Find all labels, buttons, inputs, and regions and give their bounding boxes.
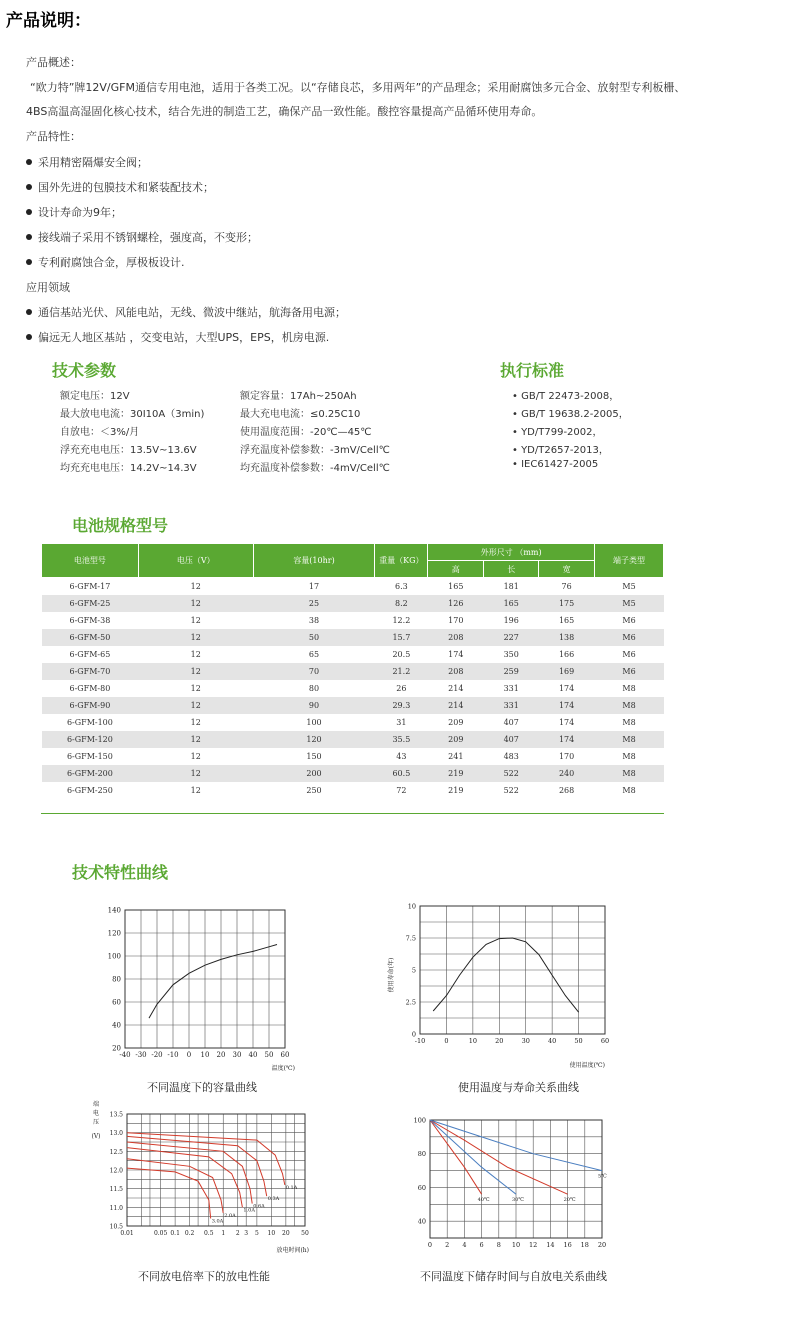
table-cell: 12 [138, 595, 253, 612]
x-tick-label: 2 [235, 1230, 240, 1237]
feature-item: 国外先进的包膜技术和紧装配技术； [26, 179, 214, 195]
x-tick-label: 60 [280, 1051, 290, 1059]
table-cell: 331 [484, 680, 539, 697]
x-tick-label: 0.5 [203, 1230, 214, 1237]
table-cell: 6-GFM-38 [42, 612, 139, 629]
table-cell: 25 [253, 595, 375, 612]
x-tick-label: -40 [119, 1051, 131, 1059]
table-cell: 6-GFM-150 [42, 748, 139, 765]
table-cell: 38 [253, 612, 375, 629]
header-terminal: 端子类型 [595, 544, 664, 578]
series-label: 20℃ [563, 1197, 576, 1204]
table-cell: 250 [253, 782, 375, 799]
header-dims: 外形尺寸 （mm) [428, 544, 595, 561]
discharge-rate-chart [85, 1096, 320, 1261]
y-tick-label: 13.0 [109, 1130, 123, 1138]
x-tick-label: 12 [529, 1241, 538, 1249]
table-cell: 181 [484, 578, 539, 596]
table-cell: 120 [253, 731, 375, 748]
y-tick-label: 40 [112, 1021, 121, 1030]
y-tick-label: 140 [107, 906, 121, 915]
x-tick-label: 16 [563, 1241, 572, 1249]
table-cell: 483 [484, 748, 539, 765]
table-cell: 350 [484, 646, 539, 663]
bullet-dot-icon [26, 234, 32, 240]
y-tick-label: 11.5 [109, 1186, 123, 1194]
table-cell: 60.5 [375, 765, 428, 782]
x-tick-label: 5 [254, 1230, 259, 1237]
table-row [42, 714, 664, 731]
tech-param-right: 均充温度补偿参数：-4mV/Cell℃ [240, 463, 390, 474]
series-line [430, 1120, 482, 1194]
spec-table [41, 543, 664, 799]
self-discharge-chart [405, 1110, 620, 1258]
bullet-dot-icon [26, 184, 32, 190]
x-tick-label: 30 [232, 1051, 242, 1059]
y-tick-label: 2.5 [405, 998, 416, 1007]
tech-param-right: 额定容量：17Ah~250Ah [240, 391, 357, 402]
series-label: 30℃ [512, 1197, 524, 1204]
x-tick-label: 10 [200, 1051, 210, 1059]
x-tick-label: -20 [151, 1051, 163, 1059]
table-cell: 169 [539, 663, 595, 680]
x-tick-label: 20 [597, 1241, 607, 1249]
page-title: 产品说明： [6, 11, 91, 31]
table-cell: 6-GFM-25 [42, 595, 139, 612]
y-tick-label: 100 [107, 952, 121, 961]
bullet-dot-icon [26, 209, 32, 215]
table-cell: 165 [484, 595, 539, 612]
x-tick-label: 2 [445, 1241, 450, 1249]
table-row [42, 595, 664, 612]
x-tick-label: 50 [264, 1051, 274, 1059]
y-tick-label: 80 [417, 1150, 426, 1159]
table-cell: 331 [484, 697, 539, 714]
x-tick-label: 0 [444, 1037, 449, 1045]
table-cell: 174 [428, 646, 484, 663]
table-cell: 165 [539, 612, 595, 629]
table-cell: 12 [138, 612, 253, 629]
table-cell: 175 [539, 595, 595, 612]
header-length: 长 [484, 561, 539, 578]
table-cell: M6 [595, 646, 664, 663]
feature-item: 接线端子采用不锈钢螺栓，强度高，不变形； [26, 229, 258, 245]
table-cell: M6 [595, 663, 664, 680]
y-tick-label: 13.5 [109, 1111, 123, 1119]
y-tick-label: 0 [411, 1030, 416, 1039]
header-weight: 重量（KG） [375, 544, 428, 578]
x-tick-label: 0 [427, 1241, 433, 1249]
table-cell: M8 [595, 731, 664, 748]
series-line [127, 1133, 285, 1185]
y-axis-label: 电 [92, 1110, 100, 1117]
header-model: 电池型号 [42, 544, 139, 578]
x-axis-label: 使用温度(℃) [569, 1062, 605, 1069]
application-item: 偏远无人地区基站 ，交变电站，大型UPS，EPS，机房电源. [26, 329, 329, 345]
table-cell: 174 [539, 680, 595, 697]
table-cell: 241 [428, 748, 484, 765]
table-cell: 522 [484, 782, 539, 799]
x-tick-label: 0 [186, 1051, 192, 1059]
header-height: 高 [428, 561, 484, 578]
chart-caption-4: 不同温度下储存时间与自放电关系曲线 [420, 1270, 607, 1283]
table-row [42, 697, 664, 714]
bullet-dot-icon [26, 259, 32, 265]
table-cell: 29.3 [375, 697, 428, 714]
table-cell: 170 [428, 612, 484, 629]
table-cell: 12 [138, 782, 253, 799]
table-cell: 166 [539, 646, 595, 663]
table-cell: 6.3 [375, 578, 428, 596]
x-tick-label: 60 [600, 1037, 610, 1045]
header-capacity: 容量(10hr) [253, 544, 375, 578]
table-cell: 72 [375, 782, 428, 799]
y-tick-label: 60 [417, 1183, 426, 1192]
table-cell: 407 [484, 731, 539, 748]
x-tick-label: 1 [221, 1230, 226, 1237]
x-tick-label: 8 [496, 1241, 501, 1249]
table-cell: 12 [138, 697, 253, 714]
overview-label: 产品概述： [26, 56, 81, 69]
table-cell: 31 [375, 714, 428, 731]
table-cell: 6-GFM-200 [42, 765, 139, 782]
x-tick-label: 0.2 [184, 1230, 195, 1237]
table-cell: 126 [428, 595, 484, 612]
tech-param-left: 最大放电电流：30I10A（3min) [60, 409, 205, 420]
table-cell: 208 [428, 663, 484, 680]
tech-param-right: 浮充温度补偿参数：-3mV/Cell℃ [240, 445, 390, 456]
tech-param-left: 均充充电电压：14.2V~14.3V [60, 463, 197, 474]
table-cell: 21.2 [375, 663, 428, 680]
table-cell: 6-GFM-50 [42, 629, 139, 646]
table-cell: M5 [595, 578, 664, 596]
table-cell: 12 [138, 629, 253, 646]
table-cell: 522 [484, 765, 539, 782]
table-cell: 26 [375, 680, 428, 697]
table-cell: 6-GFM-70 [42, 663, 139, 680]
table-cell: 70 [253, 663, 375, 680]
table-cell: 6-GFM-100 [42, 714, 139, 731]
series-label: 2.0A [224, 1212, 236, 1219]
x-tick-label: 10 [511, 1241, 521, 1249]
y-tick-label: 10.5 [109, 1223, 123, 1231]
x-tick-label: 30 [521, 1037, 530, 1045]
table-cell: 12 [138, 714, 253, 731]
standard-item: • YD/T2657-2013， [512, 445, 609, 456]
table-cell: 12 [138, 731, 253, 748]
table-cell: 209 [428, 731, 484, 748]
bullet-dot-icon [26, 159, 32, 165]
series-label: 1.0A [243, 1207, 255, 1214]
table-row [42, 629, 664, 646]
table-cell: M6 [595, 612, 664, 629]
table-cell: 214 [428, 697, 484, 714]
table-row [42, 612, 664, 629]
standard-item: • IEC61427-2005 [512, 459, 599, 470]
table-cell: 15.7 [375, 629, 428, 646]
table-cell: 150 [253, 748, 375, 765]
table-cell: 6-GFM-80 [42, 680, 139, 697]
table-bottom-divider [41, 813, 664, 814]
table-cell: 6-GFM-90 [42, 697, 139, 714]
x-tick-label: 3 [244, 1230, 249, 1237]
table-cell: 43 [375, 748, 428, 765]
table-cell: 12 [138, 765, 253, 782]
table-cell: 174 [539, 731, 595, 748]
x-tick-label: 40 [248, 1051, 258, 1059]
y-tick-label: 60 [112, 998, 121, 1007]
bullet-dot-icon [26, 309, 32, 315]
table-cell: 12 [138, 663, 253, 680]
table-cell: 200 [253, 765, 375, 782]
x-tick-label: 0.01 [120, 1230, 134, 1237]
table-cell: M6 [595, 629, 664, 646]
table-row [42, 663, 664, 680]
table-cell: M8 [595, 714, 664, 731]
header-width: 宽 [539, 561, 595, 578]
y-tick-label: 80 [112, 975, 121, 984]
y-tick-label: 40 [417, 1217, 426, 1226]
table-cell: M8 [595, 782, 664, 799]
table-cell: M8 [595, 748, 664, 765]
series-line [127, 1148, 242, 1208]
chart-caption-2: 使用温度与寿命关系曲线 [458, 1081, 579, 1094]
table-cell: 6-GFM-65 [42, 646, 139, 663]
table-cell: 165 [428, 578, 484, 596]
y-axis-unit: (V) [91, 1133, 101, 1140]
table-cell: 80 [253, 680, 375, 697]
table-cell: 8.2 [375, 595, 428, 612]
table-cell: 208 [428, 629, 484, 646]
table-cell: 65 [253, 646, 375, 663]
series-line [430, 1120, 516, 1194]
x-tick-label: 20 [216, 1051, 226, 1059]
overview-line-2: 4BS高温高湿固化核心技术，结合先进的制造工艺，确保产品一致性能。酸控容量提高产品循环使用寿命。 [26, 105, 543, 118]
standard-item: • YD/T799-2002， [512, 427, 603, 438]
table-cell: 17 [253, 578, 375, 596]
series-label: 5℃ [598, 1173, 607, 1180]
table-row [42, 680, 664, 697]
series-label: 0.6A [253, 1203, 265, 1210]
table-cell: 407 [484, 714, 539, 731]
table-cell: 76 [539, 578, 595, 596]
table-cell: 219 [428, 782, 484, 799]
y-tick-label: 12.0 [109, 1167, 123, 1175]
table-cell: 227 [484, 629, 539, 646]
table-cell: 90 [253, 697, 375, 714]
y-tick-label: 7.5 [405, 934, 416, 943]
table-cell: 174 [539, 697, 595, 714]
bullet-dot-icon [26, 334, 32, 340]
tech-param-right: 最大充电电流：≤0.25C10 [240, 409, 361, 420]
table-cell: 12 [138, 646, 253, 663]
x-tick-label: 50 [574, 1037, 583, 1045]
y-tick-label: 5 [411, 966, 416, 975]
table-row [42, 578, 664, 596]
table-cell: 259 [484, 663, 539, 680]
x-tick-label: 10 [468, 1037, 477, 1045]
life-temperature-chart [375, 900, 625, 1075]
table-cell: 268 [539, 782, 595, 799]
x-tick-label: -30 [135, 1051, 147, 1059]
chart-caption-1: 不同温度下的容量曲线 [147, 1081, 257, 1094]
table-cell: 209 [428, 714, 484, 731]
table-cell: 50 [253, 629, 375, 646]
series-label: 0.3A [267, 1196, 280, 1203]
feature-item: 采用精密隔爆安全阀； [26, 154, 148, 170]
x-tick-label: 20 [282, 1230, 290, 1237]
table-cell: 196 [484, 612, 539, 629]
table-row [42, 646, 664, 663]
tech-param-right: 使用温度范围：-20℃—45℃ [240, 427, 372, 438]
table-cell: M8 [595, 680, 664, 697]
table-cell: M5 [595, 595, 664, 612]
x-tick-label: 0.05 [153, 1230, 168, 1237]
x-tick-label: 10 [267, 1230, 276, 1237]
x-tick-label: -10 [414, 1037, 426, 1045]
x-tick-label: 4 [462, 1241, 467, 1249]
series-line [149, 945, 277, 1019]
y-tick-label: 120 [107, 929, 121, 938]
table-row [42, 765, 664, 782]
table-row [42, 782, 664, 799]
x-tick-label: 0.1 [170, 1230, 180, 1237]
table-cell: 240 [539, 765, 595, 782]
table-cell: 6-GFM-250 [42, 782, 139, 799]
y-axis-label: 使用寿命(年) [388, 957, 395, 993]
table-cell: 12 [138, 578, 253, 596]
table-cell: 174 [539, 714, 595, 731]
series-label: 40℃ [477, 1197, 490, 1204]
capacity-temperature-chart [95, 900, 305, 1080]
y-axis-label: 压 [92, 1119, 100, 1126]
tech-param-left: 自放电：＜3%/月 [60, 427, 140, 438]
table-cell: M8 [595, 765, 664, 782]
standard-item: • GB/T 22473-2008， [512, 391, 620, 402]
tech-params-title: 技术参数 [52, 361, 117, 380]
features-label: 产品特性： [26, 130, 81, 143]
feature-item: 设计寿命为9年； [26, 204, 122, 220]
overview-line-1: “欧力特”牌12V/GFM通信专用电池，适用于各类工况。以“存储良芯，多用两年”的产品理念；采用耐腐蚀多元合金、放射型专利板栅、 [30, 81, 686, 94]
table-cell: 6-GFM-17 [42, 578, 139, 596]
table-cell: 35.5 [375, 731, 428, 748]
spec-table-title: 电池规格型号 [72, 516, 169, 535]
feature-item: 专利耐腐蚀合金，厚极板设计. [26, 254, 185, 270]
curves-title: 技术特性曲线 [72, 863, 169, 882]
x-tick-label: 18 [580, 1241, 589, 1249]
application-item: 通信基站光伏、风能电站，无线、微波中继站，航海备用电源； [26, 304, 346, 320]
table-cell: 219 [428, 765, 484, 782]
table-cell: 20.5 [375, 646, 428, 663]
applications-label: 应用领域 [26, 281, 70, 294]
table-cell: M8 [595, 697, 664, 714]
x-tick-label: 20 [495, 1037, 504, 1045]
header-voltage: 电压（V） [138, 544, 253, 578]
x-tick-label: 14 [546, 1241, 555, 1249]
table-cell: 138 [539, 629, 595, 646]
y-tick-label: 12.5 [109, 1148, 123, 1156]
table-row [42, 748, 664, 765]
series-label: 0.1A [285, 1184, 298, 1191]
y-tick-label: 11.0 [109, 1204, 123, 1212]
x-axis-label: 放电时间(h) [276, 1247, 309, 1254]
standard-item: • GB/T 19638.2-2005， [512, 409, 629, 420]
standards-title: 执行标准 [500, 361, 565, 380]
table-cell: 12 [138, 680, 253, 697]
table-cell: 12.2 [375, 612, 428, 629]
table-cell: 170 [539, 748, 595, 765]
y-tick-label: 20 [112, 1044, 121, 1053]
y-tick-label: 100 [413, 1116, 426, 1125]
x-tick-label: -10 [167, 1051, 179, 1059]
series-label: 3.0A [211, 1218, 224, 1225]
x-tick-label: 40 [548, 1037, 557, 1045]
tech-param-left: 额定电压：12V [60, 391, 130, 402]
table-cell: 12 [138, 748, 253, 765]
x-axis-label: 温度(℃) [271, 1065, 295, 1072]
table-cell: 100 [253, 714, 375, 731]
tech-param-left: 浮充充电电压：13.5V~13.6V [60, 445, 197, 456]
table-cell: 214 [428, 680, 484, 697]
x-tick-label: 50 [301, 1230, 309, 1237]
series-line [127, 1136, 267, 1196]
y-tick-label: 10 [407, 902, 416, 911]
table-cell: 6-GFM-120 [42, 731, 139, 748]
x-tick-label: 6 [479, 1241, 484, 1249]
chart-caption-3: 不同放电倍率下的放电性能 [138, 1270, 270, 1283]
y-axis-label: 端 [92, 1101, 100, 1108]
table-row [42, 731, 664, 748]
series-line [433, 938, 578, 1012]
